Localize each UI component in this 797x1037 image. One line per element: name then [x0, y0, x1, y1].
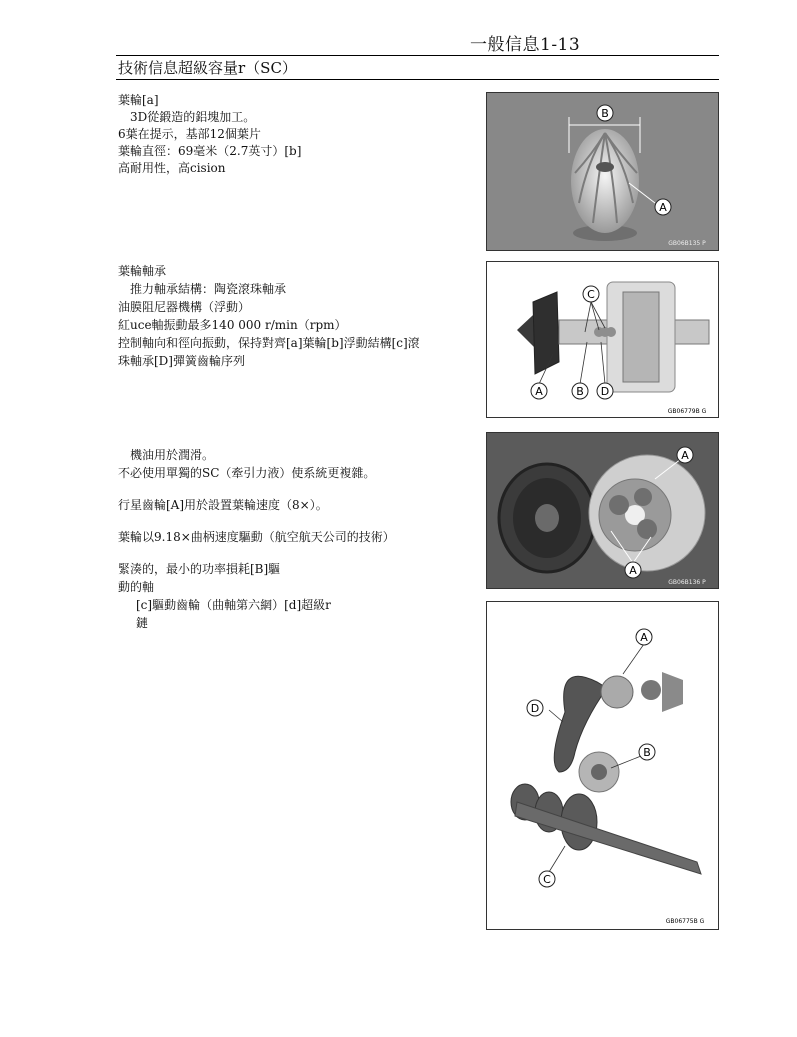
- text-line: 不必使用單獨的SC（牽引力液）使系統更複雜。: [118, 466, 376, 480]
- impeller-text-block: [118, 92, 473, 177]
- text-line: 油膜阻尼器機構（浮動）: [118, 300, 251, 314]
- drive-train-drawing: [487, 602, 718, 929]
- header-rule-top: [116, 55, 719, 56]
- callout-a-top: [677, 447, 693, 463]
- callout-a-bottom: [625, 562, 641, 578]
- text-line: 推力軸承結構：陶瓷滾珠軸承: [130, 282, 287, 296]
- callout-label: A: [659, 201, 667, 214]
- callout-label: A: [629, 564, 637, 577]
- figure-code: GB06779B G: [667, 408, 707, 415]
- drive-train-illustration: [486, 601, 719, 930]
- callout-label: A: [640, 631, 648, 644]
- text-line: 緊湊的，最小的功率損耗[B]驅: [118, 562, 281, 576]
- figure-code: GB06775B G: [665, 918, 705, 925]
- callout-d: [597, 383, 613, 399]
- callout-c: [583, 286, 599, 302]
- text-line: 葉輪以9.18×曲柄速度驅動（航空航天公司的技術）: [118, 530, 395, 544]
- figure-code: GB06B135 P: [668, 240, 706, 247]
- callout-label: C: [587, 288, 595, 301]
- bearing-cutaway-illustration: [486, 261, 719, 418]
- text-line: 葉輪直徑：69毫米（2.7英寸）[b]: [118, 144, 302, 158]
- text-line: 3D從鍛造的鋁塊加工。: [130, 110, 256, 124]
- impeller-photo: [486, 92, 719, 251]
- callout-a: [531, 383, 547, 399]
- text-line: 珠軸承[D]彈簧齒輪序列: [118, 354, 245, 368]
- impeller-bearing-text-block: [118, 262, 473, 370]
- planetary-gear-photo: [486, 432, 719, 589]
- text-line: 紅uce軸振動最多140 000 r/min（rpm）: [118, 318, 347, 332]
- text-line: 動的軸: [118, 580, 155, 594]
- gear-photo-drawing: [487, 433, 718, 588]
- callout-c: [539, 871, 555, 887]
- callout-a: [655, 199, 671, 215]
- callout-label: A: [681, 449, 689, 462]
- text-line: 鏈: [136, 616, 149, 630]
- text-line: 機油用於潤滑。: [130, 448, 215, 462]
- callout-label: D: [600, 385, 610, 398]
- text-line: 葉輪軸承: [118, 264, 167, 278]
- text-line: 高耐用性，高cision: [118, 161, 226, 175]
- lubrication-text-block: [118, 446, 473, 632]
- callout-label: C: [543, 873, 551, 886]
- callout-label: B: [643, 746, 651, 759]
- impeller-illustration: [487, 93, 718, 250]
- callout-d: [527, 700, 543, 716]
- text-line: 行星齒輪[A]用於設置葉輪速度（8×）。: [118, 498, 328, 512]
- header-rule-bottom: [116, 79, 719, 80]
- callout-label: B: [576, 385, 584, 398]
- page-number-header: 一般信息1-13: [470, 35, 581, 55]
- callout-b: [572, 383, 588, 399]
- bearing-drawing: [487, 262, 718, 417]
- callout-b: [639, 744, 655, 760]
- callout-b: [597, 105, 613, 121]
- callout-a: [636, 629, 652, 645]
- text-line: 6葉在提示，基部12個葉片: [118, 127, 261, 141]
- figure-code: GB06B136 P: [668, 579, 706, 586]
- text-line: 葉輪[a]: [118, 93, 159, 107]
- text-line: 控制軸向和徑向振動，保持對齊[a]葉輪[b]浮動結構[c]滾: [118, 336, 420, 350]
- section-title: 技術信息超級容量r（SC）: [118, 59, 297, 77]
- callout-label: D: [530, 702, 540, 715]
- callout-label: A: [535, 385, 543, 398]
- callout-label: B: [601, 107, 609, 120]
- text-line: [c]驅動齒輪（曲軸第六網）[d]超級r: [136, 598, 331, 612]
